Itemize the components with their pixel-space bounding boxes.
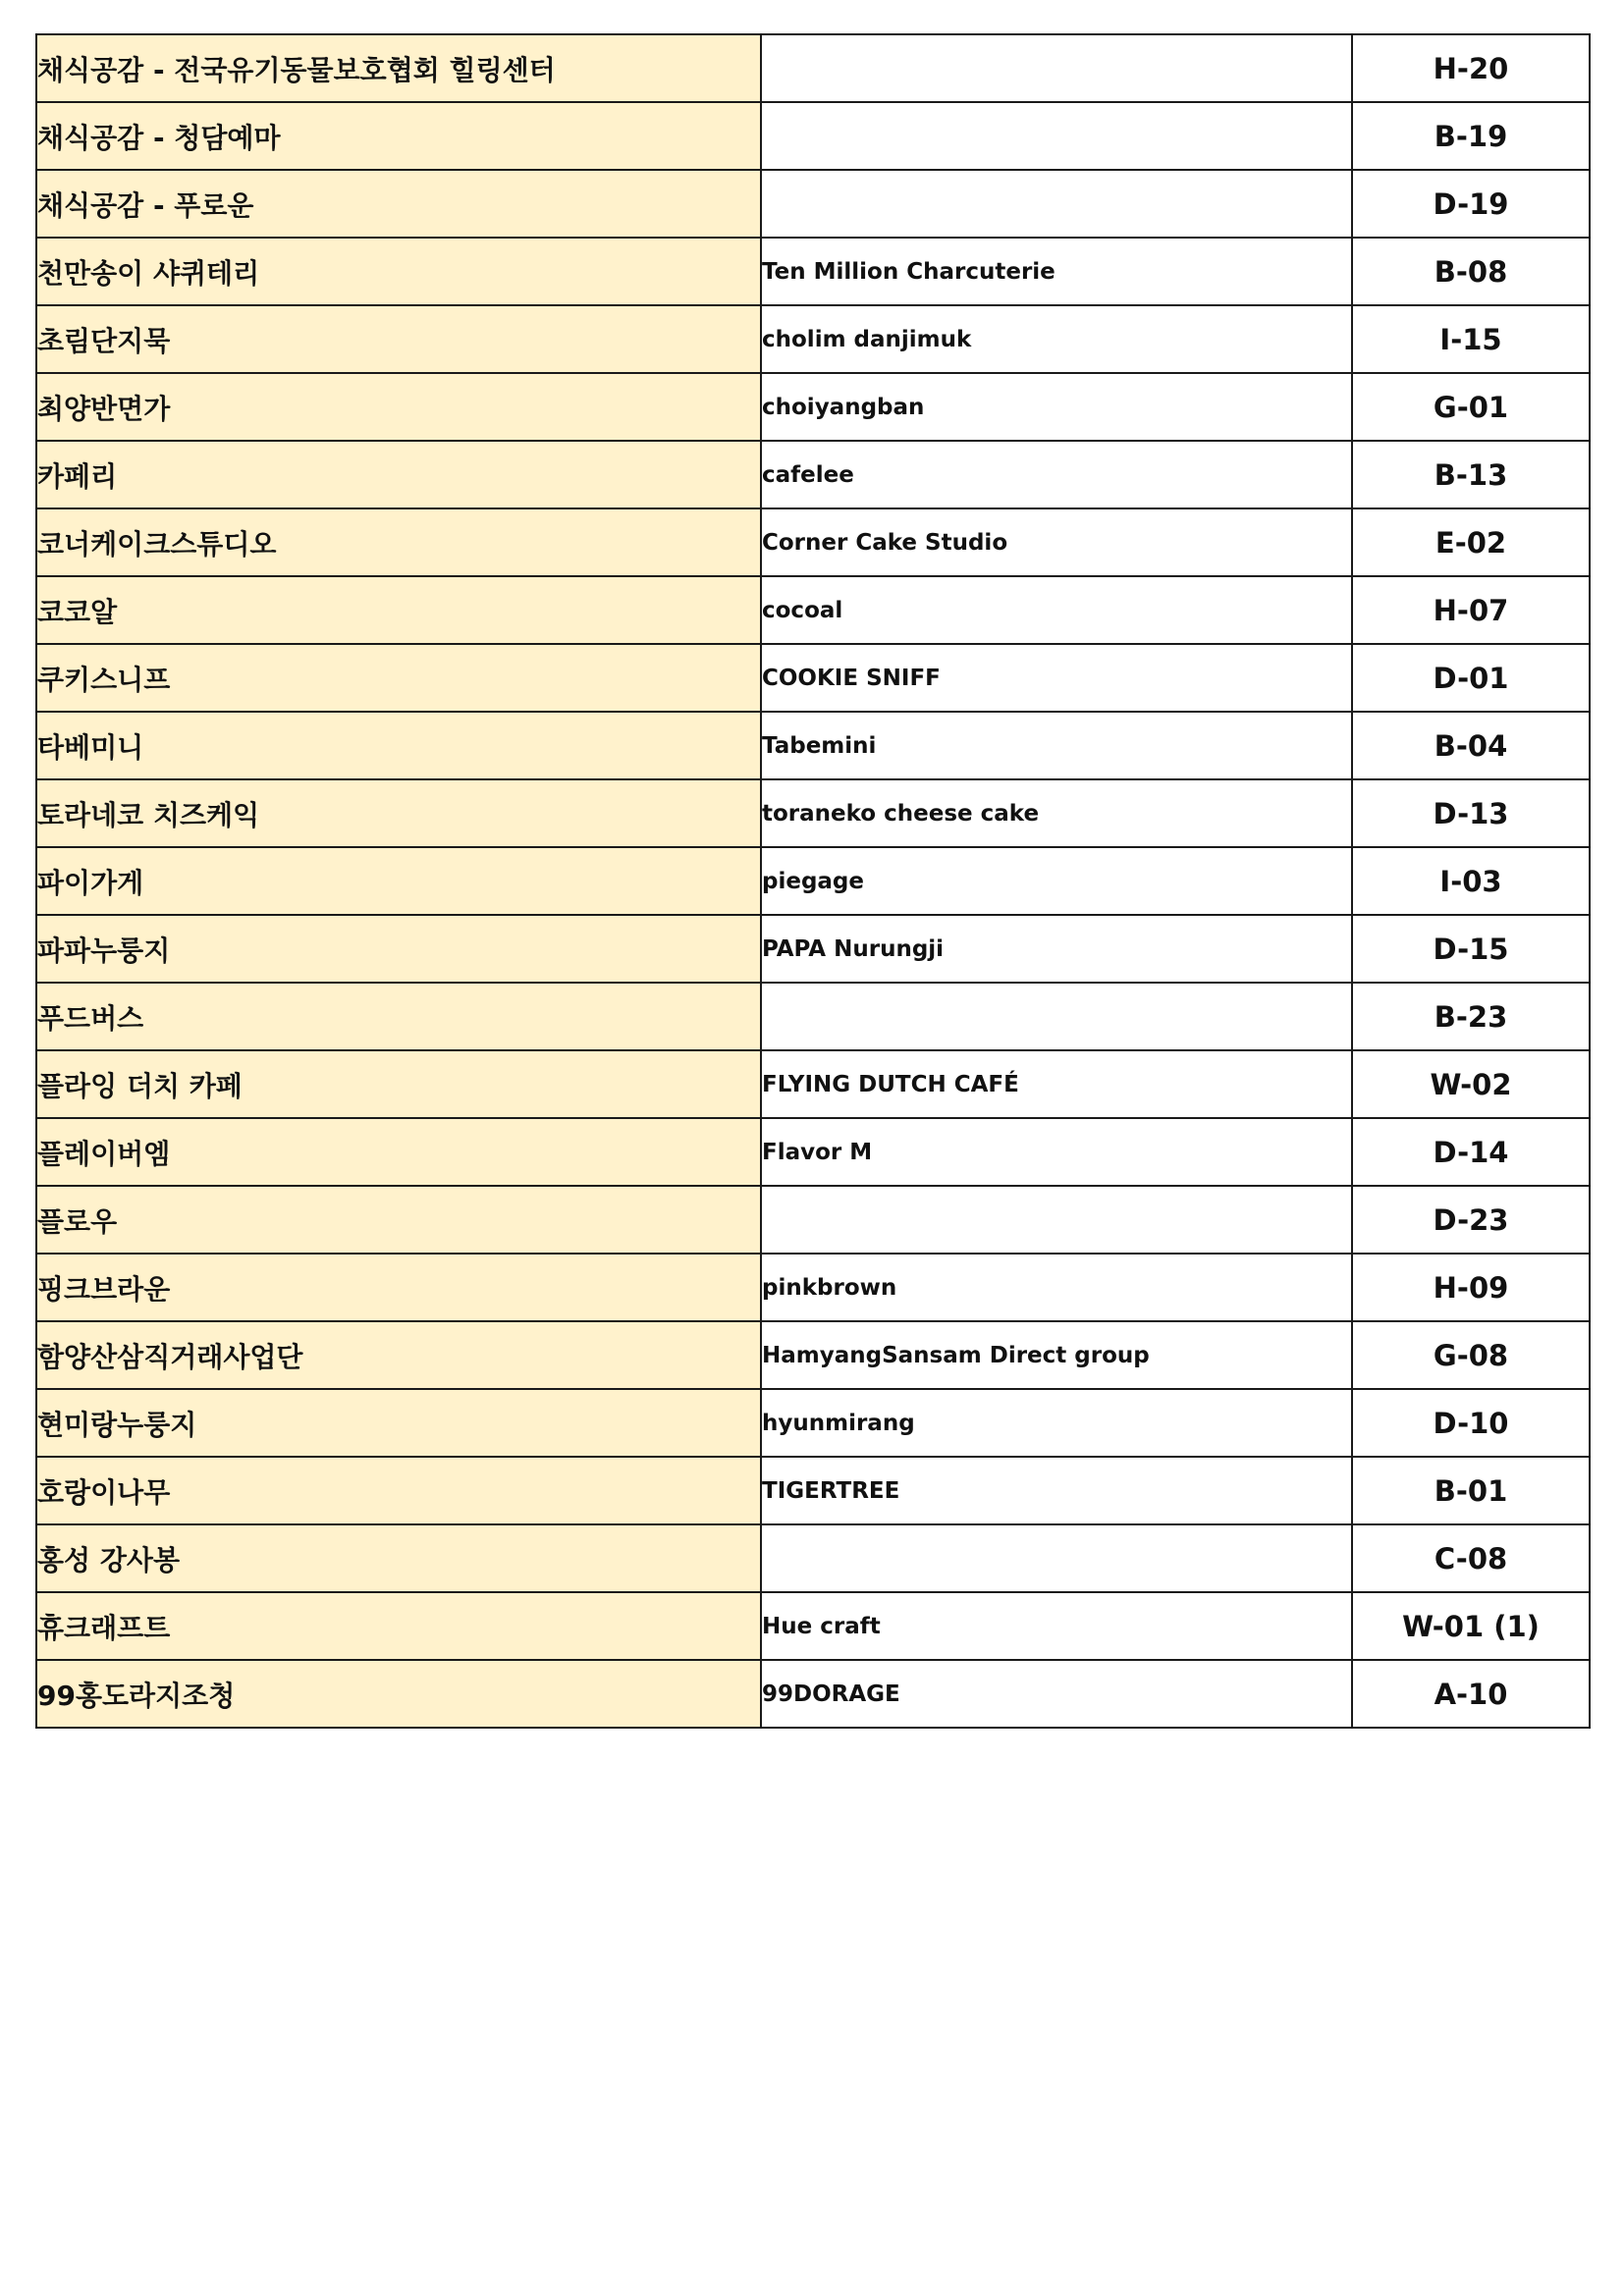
booth-number: I-15 [1352, 305, 1590, 373]
booth-number: D-14 [1352, 1118, 1590, 1186]
exhibitor-english-name [761, 102, 1352, 170]
exhibitor-korean-name: 타베미니 [36, 712, 761, 779]
exhibitor-korean-name: 플라잉 더치 카페 [36, 1050, 761, 1118]
exhibitor-english-name: Corner Cake Studio [761, 508, 1352, 576]
exhibitor-english-name: cafelee [761, 441, 1352, 508]
table-row [36, 1660, 1590, 1728]
exhibitor-english-name: choiyangban [761, 373, 1352, 441]
exhibitor-english-name: cocoal [761, 576, 1352, 644]
exhibitor-korean-name: 코너케이크스튜디오 [36, 508, 761, 576]
exhibitor-english-name: Hue craft [761, 1592, 1352, 1660]
booth-number: D-10 [1352, 1389, 1590, 1457]
table-row [36, 983, 1590, 1050]
exhibitor-english-name [761, 170, 1352, 238]
table-row [36, 644, 1590, 712]
exhibitor-english-name: HamyangSansam Direct group [761, 1321, 1352, 1389]
exhibitor-english-name: cholim danjimuk [761, 305, 1352, 373]
exhibitor-english-name: TIGERTREE [761, 1457, 1352, 1524]
exhibitor-korean-name: 최양반면가 [36, 373, 761, 441]
table-row [36, 1118, 1590, 1186]
booth-number: G-01 [1352, 373, 1590, 441]
booth-number: B-23 [1352, 983, 1590, 1050]
exhibitor-korean-name: 채식공감 - 전국유기동물보호협회 힐링센터 [36, 34, 761, 102]
exhibitor-korean-name: 플레이버엠 [36, 1118, 761, 1186]
exhibitor-korean-name: 카페리 [36, 441, 761, 508]
table-row [36, 1457, 1590, 1524]
exhibitor-english-name [761, 983, 1352, 1050]
booth-number: D-13 [1352, 779, 1590, 847]
booth-number: H-20 [1352, 34, 1590, 102]
exhibitor-korean-name: 핑크브라운 [36, 1254, 761, 1321]
exhibitor-korean-name: 휴크래프트 [36, 1592, 761, 1660]
booth-number: G-08 [1352, 1321, 1590, 1389]
exhibitor-english-name: pinkbrown [761, 1254, 1352, 1321]
exhibitor-english-name: COOKIE SNIFF [761, 644, 1352, 712]
exhibitor-english-name: hyunmirang [761, 1389, 1352, 1457]
exhibitor-english-name: piegage [761, 847, 1352, 915]
exhibitor-korean-name: 채식공감 - 푸로운 [36, 170, 761, 238]
table-row [36, 1592, 1590, 1660]
table-row [36, 779, 1590, 847]
table-row [36, 1254, 1590, 1321]
exhibitor-english-name: Tabemini [761, 712, 1352, 779]
exhibitor-korean-name: 플로우 [36, 1186, 761, 1254]
exhibitor-korean-name: 현미랑누룽지 [36, 1389, 761, 1457]
exhibitor-korean-name: 함양산삼직거래사업단 [36, 1321, 761, 1389]
exhibitor-english-name: Flavor M [761, 1118, 1352, 1186]
exhibitor-english-name: 99DORAGE [761, 1660, 1352, 1728]
exhibitor-korean-name: 채식공감 - 청담예마 [36, 102, 761, 170]
exhibitor-korean-name: 천만송이 샤퀴테리 [36, 238, 761, 305]
booth-number: E-02 [1352, 508, 1590, 576]
exhibitor-english-name [761, 1186, 1352, 1254]
exhibitor-korean-name: 쿠키스니프 [36, 644, 761, 712]
table-row [36, 508, 1590, 576]
table-row [36, 1321, 1590, 1389]
booth-number: B-01 [1352, 1457, 1590, 1524]
booth-number: W-02 [1352, 1050, 1590, 1118]
booth-number: D-23 [1352, 1186, 1590, 1254]
exhibitor-korean-name: 파파누룽지 [36, 915, 761, 983]
exhibitor-english-name [761, 34, 1352, 102]
table-row [36, 170, 1590, 238]
exhibitor-korean-name: 코코알 [36, 576, 761, 644]
booth-number: H-09 [1352, 1254, 1590, 1321]
table-row [36, 238, 1590, 305]
exhibitor-table [35, 33, 1591, 1729]
exhibitor-english-name [761, 1524, 1352, 1592]
table-row [36, 102, 1590, 170]
table-row [36, 712, 1590, 779]
exhibitor-korean-name: 토라네코 치즈케익 [36, 779, 761, 847]
table-row [36, 1186, 1590, 1254]
table-row [36, 847, 1590, 915]
booth-number: C-08 [1352, 1524, 1590, 1592]
booth-number: I-03 [1352, 847, 1590, 915]
booth-number: H-07 [1352, 576, 1590, 644]
booth-number: D-15 [1352, 915, 1590, 983]
booth-number: D-01 [1352, 644, 1590, 712]
table-row [36, 915, 1590, 983]
exhibitor-korean-name: 99홍도라지조청 [36, 1660, 761, 1728]
exhibitor-english-name: PAPA Nurungji [761, 915, 1352, 983]
exhibitor-table-body [36, 34, 1590, 1728]
table-row [36, 441, 1590, 508]
exhibitor-english-name: toraneko cheese cake [761, 779, 1352, 847]
booth-number: B-04 [1352, 712, 1590, 779]
booth-number: B-13 [1352, 441, 1590, 508]
table-row [36, 1389, 1590, 1457]
booth-number: W-01 (1) [1352, 1592, 1590, 1660]
exhibitor-korean-name: 푸드버스 [36, 983, 761, 1050]
booth-number: D-19 [1352, 170, 1590, 238]
exhibitor-korean-name: 파이가게 [36, 847, 761, 915]
exhibitor-korean-name: 홍성 강사봉 [36, 1524, 761, 1592]
exhibitor-english-name: Ten Million Charcuterie [761, 238, 1352, 305]
table-row [36, 1050, 1590, 1118]
booth-number: A-10 [1352, 1660, 1590, 1728]
exhibitor-korean-name: 초림단지묵 [36, 305, 761, 373]
table-row [36, 1524, 1590, 1592]
booth-number: B-08 [1352, 238, 1590, 305]
exhibitor-korean-name: 호랑이나무 [36, 1457, 761, 1524]
table-row [36, 34, 1590, 102]
exhibitor-directory-page [35, 33, 1589, 1729]
booth-number: B-19 [1352, 102, 1590, 170]
table-row [36, 305, 1590, 373]
table-row [36, 576, 1590, 644]
table-row [36, 373, 1590, 441]
exhibitor-english-name: FLYING DUTCH CAFÉ [761, 1050, 1352, 1118]
